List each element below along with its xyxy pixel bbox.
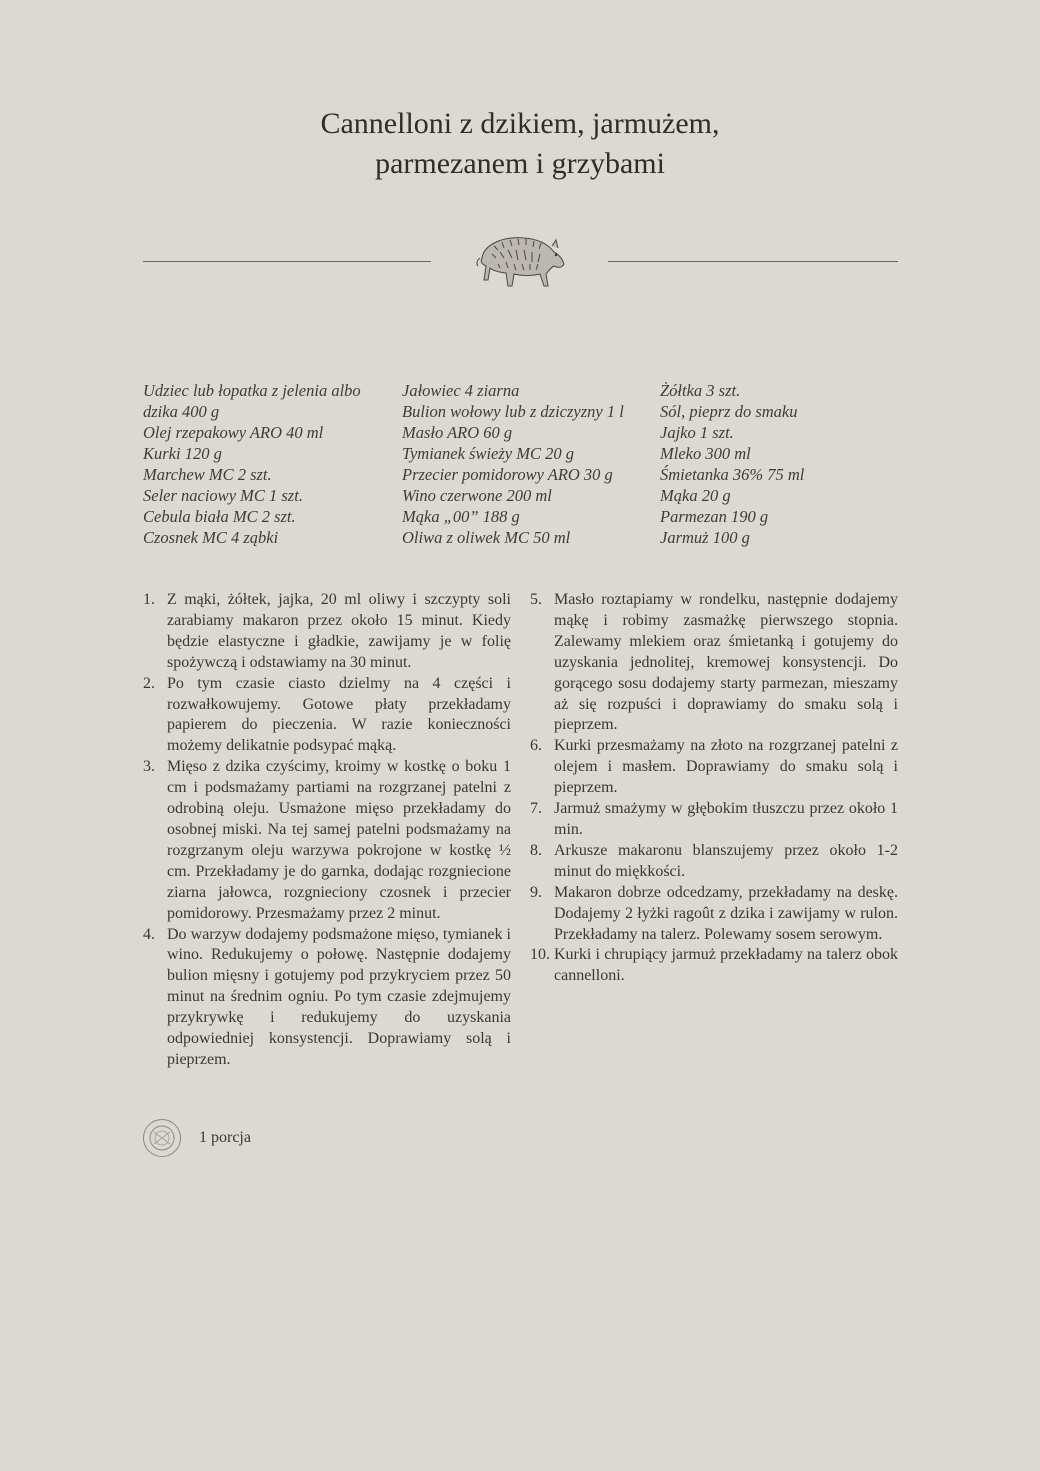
step-number: 5. xyxy=(530,591,542,608)
recipe-title-line-1: Cannelloni z dzikiem, jarmużem, xyxy=(320,107,720,140)
step-text: Kurki przesmażamy na złoto na rozgrzanej patelni z olejem i masłem. Doprawiamy do smaku solą i pieprzem. xyxy=(554,737,898,797)
ingredient-item: Parmezan 190 g xyxy=(660,507,769,526)
ingredient-item: Olej rzepakowy ARO 40 ml xyxy=(143,423,324,442)
ingredient-item: Wino czerwone 200 ml xyxy=(402,486,552,505)
ingredient-item: Przecier pomidorowy ARO 30 g xyxy=(402,465,613,484)
ingredient-item: Masło ARO 60 g xyxy=(402,423,513,442)
ingredients-column-2 xyxy=(402,380,642,548)
ingredient-item: Mleko 300 ml xyxy=(660,444,751,463)
step-number: 9. xyxy=(530,883,542,901)
ingredient-item: Mąka „00” 188 g xyxy=(402,507,520,526)
ingredient-item: Oliwa z oliwek MC 50 ml xyxy=(402,528,571,547)
portion-info xyxy=(142,1118,251,1158)
step-text: Jarmuż smażymy w głębokim tłuszczu przez około 1 min. xyxy=(554,800,898,838)
step-2 xyxy=(143,674,511,758)
step-6 xyxy=(530,736,898,799)
step-number: 4. xyxy=(143,925,155,943)
ingredient-item: Czosnek MC 4 ząbki xyxy=(143,528,279,547)
step-number: 3. xyxy=(143,758,155,776)
step-text: Do warzyw dodajemy podsmażone mięso, tymianek i wino. Redukujemy o połowę. Następnie dodajemy bulion mięsny i gotujemy pod przykryciem przez 50 minut na średnim ogniu. Po tym czasie zdejmujemy przykrywkę i redukujemy do uzyskania odpowiedniej konsystencji. Doprawiamy solą i pieprzem. xyxy=(167,925,511,1068)
step-9 xyxy=(530,883,898,946)
step-text: Mięso z dzika czyścimy, kroimy w kostkę o boku 1 cm i podsmażamy partiami na rozgrzanej patelni z odrobiną oleju. Usmażone mięso przekładamy do osobnej miski. Na tej samej patelni podsmażamy na rozgrzanym oleju warzywa pokrojone w kostkę ½ cm. Przekładamy je do garnka, dodając rozgniecione ziarna jałowca, rozgnieciony czosnek i przecier pomidorowy. Przesmażamy przez 2 minut. xyxy=(167,758,511,922)
step-text: Kurki i chrupiący jarmuż przekładamy na talerz obok cannelloni. xyxy=(554,946,898,985)
step-number: 10. xyxy=(530,946,550,964)
step-number: 2. xyxy=(143,674,155,692)
ingredient-item: Mąka 20 g xyxy=(660,486,731,505)
ingredient-item: Cebula biała MC 2 szt. xyxy=(143,507,296,526)
recipe-title xyxy=(0,104,1040,184)
ingredient-item: Jarmuż 100 g xyxy=(660,528,750,547)
step-4 xyxy=(143,925,511,1071)
plate-icon xyxy=(142,1118,182,1158)
step-text: Arkusze makaronu blanszujemy przez około 1-2 minut do miękkości. xyxy=(554,841,898,880)
step-text: Z mąki, żółtek, jajka, 20 ml oliwy i szczypty soli zarabiamy makaron przez około 15 minut. Kiedy będzie elastyczne i gładkie, zawijamy je w folię spożywczą i odstawiamy na 30 minut. xyxy=(167,591,511,671)
step-text: Makaron dobrze odcedzamy, przekładamy na deskę. Dodajemy 2 łyżki ragoût z dzika i zawijamy w rulon. Przekładamy na talerz. Polewamy sosem serowym. xyxy=(554,883,898,943)
ingredient-item: Tymianek świeży MC 20 g xyxy=(402,444,575,463)
ingredient-item: Marchew MC 2 szt. xyxy=(143,465,272,484)
step-number: 1. xyxy=(143,591,155,608)
step-3 xyxy=(143,757,511,924)
recipe-title-line-2: parmezanem i grzybami xyxy=(375,147,665,180)
step-text: Masło roztapiamy w rondelku, następnie dodajemy mąkę i robimy zasmażkę pierwszego stopnia. Zalewamy mlekiem oraz śmietanką i gotujemy do uzyskania jednolitej, kremowej konsystencji. Do gorącego sosu dodajemy starty parmezan, mieszamy aż się rozpuści i doprawiamy do smaku solą i pieprzem. xyxy=(554,591,898,734)
ingredient-item: Bulion wołowy lub z dziczyzny 1 l xyxy=(402,402,624,421)
ingredient-item: Jałowiec 4 ziarna xyxy=(402,381,520,400)
steps-column-right xyxy=(530,590,898,987)
step-5 xyxy=(530,590,898,736)
ingredient-item: Jajko 1 szt. xyxy=(660,423,734,442)
ingredient-item: Sól, pieprz do smaku xyxy=(660,402,798,421)
ingredient-item: dzika 400 g xyxy=(143,402,220,421)
ingredient-item: Seler naciowy MC 1 szt. xyxy=(143,486,303,505)
step-1 xyxy=(143,590,511,674)
step-number: 6. xyxy=(530,737,542,755)
ingredient-item: Śmietanka 36% 75 ml xyxy=(660,465,805,484)
ingredients-column-3 xyxy=(660,380,900,548)
divider-right xyxy=(608,261,898,262)
divider-left xyxy=(143,261,431,262)
step-text: Po tym czasie ciasto dzielmy na 4 części i rozwałkowujemy. Gotowe płaty przekładamy papierem do pieczenia. W razie konieczności możemy delikatnie podsypać mąką. xyxy=(167,674,511,755)
step-10 xyxy=(530,945,898,987)
step-number: 8. xyxy=(530,841,542,859)
steps-column-left xyxy=(143,590,511,1071)
step-number: 7. xyxy=(530,800,542,818)
ingredient-item: Kurki 120 g xyxy=(143,444,222,463)
ingredient-item: Żółtka 3 szt. xyxy=(660,381,741,400)
ingredient-item: Udziec lub łopatka z jelenia albo xyxy=(143,381,361,400)
boar-illustration-icon xyxy=(474,228,570,290)
ingredients-column-1 xyxy=(143,380,383,548)
step-8 xyxy=(530,841,898,883)
step-7 xyxy=(530,799,898,841)
portion-label: 1 porcja xyxy=(199,1129,251,1146)
